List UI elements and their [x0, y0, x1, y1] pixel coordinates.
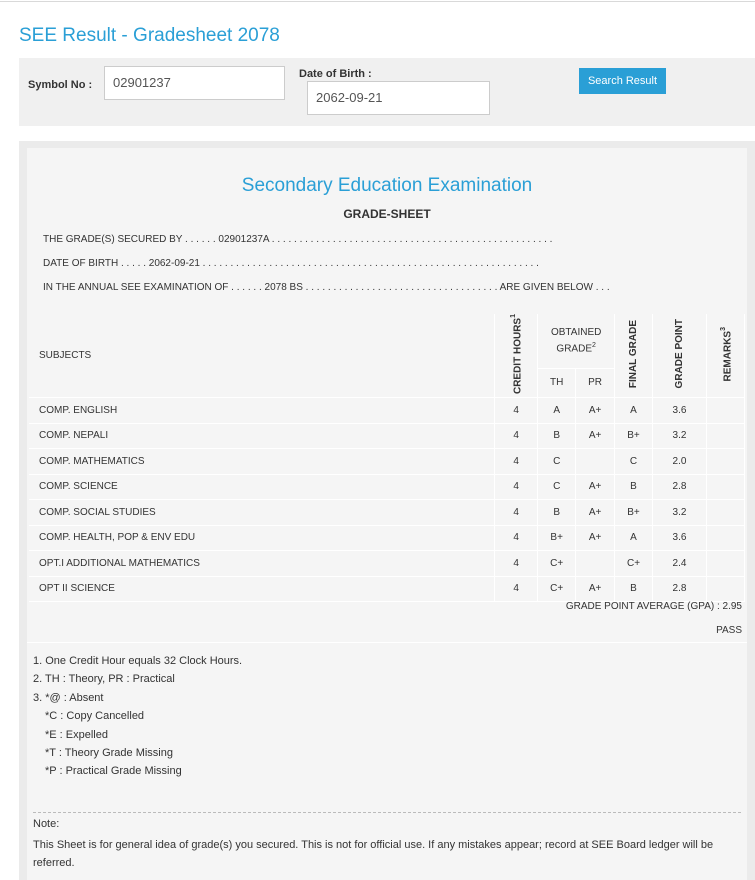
th-grade-cell: A: [538, 398, 576, 424]
grade-point-cell: 3.6: [652, 525, 706, 551]
exam-title: Secondary Education Examination: [241, 175, 533, 196]
credit-cell: 4: [494, 576, 537, 602]
credit-cell: 4: [494, 500, 537, 526]
header-final-grade: FINAL GRADE: [615, 314, 653, 398]
header-obtained-grade: OBTAINED GRADE$^2$: [538, 314, 615, 368]
table-header-row: [29, 314, 745, 368]
grade-point-cell: 3.6: [652, 398, 706, 424]
footnote: *E : Expelled: [45, 728, 108, 741]
subject-cell: COMP. MATHEMATICS: [29, 449, 494, 475]
remarks-cell: [707, 525, 745, 551]
grade-point-cell: 2.0: [652, 449, 706, 475]
final-grade-cell: A: [615, 525, 653, 551]
remarks-cell: [707, 474, 745, 500]
pr-grade-cell: A+: [576, 500, 615, 526]
subject-cell: COMP. ENGLISH: [29, 398, 494, 424]
gpa-text: GRADE POINT AVERAGE (GPA) : 2.95: [565, 601, 742, 612]
th-grade-cell: B: [538, 423, 576, 449]
credit-cell: 4: [494, 474, 537, 500]
header-subjects: SUBJECTS: [29, 314, 494, 398]
dob-line: DATE OF BIRTH . . . . . 2062-09-21 . . . . . . . . . . . . . . . . . . . . . . . . . . . . . . . . . . . . . . . . . . . . . . . . . . . . . . . . . . . . .: [43, 258, 539, 269]
footnote: *T : Theory Grade Missing: [45, 747, 173, 760]
credit-cell: 4: [494, 423, 537, 449]
subject-cell: COMP. NEPALI: [29, 423, 494, 449]
symbol-label: Symbol No :: [28, 79, 93, 91]
pr-grade-cell: A+: [576, 474, 615, 500]
header-grade-point: GRADE POINT: [652, 314, 706, 398]
subject-cell: COMP. HEALTH, POP & ENV EDU: [29, 525, 494, 551]
page-title: SEE Result - Gradesheet 2078: [19, 25, 280, 46]
pr-grade-cell: A+: [576, 576, 615, 602]
pr-grade-cell: [576, 551, 615, 577]
footnote: *P : Practical Grade Missing: [45, 765, 182, 778]
symbol-input[interactable]: 02901237: [104, 66, 285, 100]
pr-grade-cell: A+: [576, 423, 615, 449]
gradesheet-title: GRADE-SHEET: [343, 207, 431, 221]
result-status: PASS: [716, 625, 742, 636]
dashed-divider: [33, 812, 741, 813]
table-row: [29, 576, 745, 602]
final-grade-cell: B: [615, 576, 653, 602]
top-divider: [0, 1, 755, 2]
table-row: [29, 525, 745, 551]
footnote: 3. *@ : Absent: [33, 691, 104, 704]
table-row: [29, 449, 745, 475]
remarks-cell: [707, 398, 745, 424]
footnotes: [33, 652, 242, 781]
header-remarks: REMARKS$^3$: [707, 314, 745, 398]
gradesheet-container: [19, 141, 755, 880]
final-grade-cell: B+: [615, 423, 653, 449]
divider: [27, 642, 747, 643]
grade-point-cell: 2.8: [652, 474, 706, 500]
th-grade-cell: C+: [538, 551, 576, 577]
table-row: [29, 551, 745, 577]
th-grade-cell: B: [538, 500, 576, 526]
exam-line: IN THE ANNUAL SEE EXAMINATION OF . . . . . . 2078 BS . . . . . . . . . . . . . . . . . . . . . . . . . . . . . . . . . . . ARE GIVEN BELOW . . .: [43, 282, 610, 293]
subject-cell: OPT II SCIENCE: [29, 576, 494, 602]
table-row: [29, 398, 745, 424]
remarks-cell: [707, 551, 745, 577]
gradesheet: [27, 148, 747, 880]
credit-cell: 4: [494, 525, 537, 551]
th-grade-cell: C+: [538, 576, 576, 602]
note-heading: Note:: [33, 818, 60, 830]
subject-cell: OPT.I ADDITIONAL MATHEMATICS: [29, 551, 494, 577]
table-row: [29, 500, 745, 526]
secured-by-line: THE GRADE(S) SECURED BY . . . . . . 02901237A . . . . . . . . . . . . . . . . . . . . . . . . . . . . . . . . . . . . . . . . . . . . . . . . . . .: [43, 234, 553, 245]
dob-label: Date of Birth :: [299, 68, 372, 80]
th-grade-cell: C: [538, 449, 576, 475]
grade-point-cell: 2.4: [652, 551, 706, 577]
credit-cell: 4: [494, 398, 537, 424]
remarks-cell: [707, 500, 745, 526]
th-grade-cell: C: [538, 474, 576, 500]
subject-cell: COMP. SCIENCE: [29, 474, 494, 500]
table-row: [29, 474, 745, 500]
grade-point-cell: 2.8: [652, 576, 706, 602]
subject-cell: COMP. SOCIAL STUDIES: [29, 500, 494, 526]
grade-point-cell: 3.2: [652, 423, 706, 449]
remarks-cell: [707, 576, 745, 602]
grades-table: [29, 314, 745, 602]
final-grade-cell: B: [615, 474, 653, 500]
table-row: [29, 423, 745, 449]
dob-input[interactable]: 2062-09-21: [307, 81, 490, 115]
remarks-cell: [707, 449, 745, 475]
th-grade-cell: B+: [538, 525, 576, 551]
footnote: 2. TH : Theory, PR : Practical: [33, 673, 175, 686]
header-th: TH: [538, 368, 576, 397]
credit-cell: 4: [494, 449, 537, 475]
pr-grade-cell: [576, 449, 615, 475]
search-result-button[interactable]: Search Result: [579, 68, 666, 94]
grade-point-cell: 3.2: [652, 500, 706, 526]
credit-cell: 4: [494, 551, 537, 577]
remarks-cell: [707, 423, 745, 449]
header-pr: PR: [576, 368, 615, 397]
pr-grade-cell: A+: [576, 525, 615, 551]
footnote: 1. One Credit Hour equals 32 Clock Hours.: [33, 655, 243, 667]
pr-grade-cell: A+: [576, 398, 615, 424]
final-grade-cell: A: [615, 398, 653, 424]
search-form: [19, 58, 755, 126]
note-text: This Sheet is for general idea of grade(s) you secured. This is not for official use. If any mistakes appear; record at SEE Board ledger will be referred.: [33, 839, 714, 869]
footnote: *C : Copy Cancelled: [45, 710, 145, 723]
header-credit-hours: CREDIT HOURS$^1$: [494, 314, 537, 398]
final-grade-cell: B+: [615, 500, 653, 526]
final-grade-cell: C+: [615, 551, 653, 577]
final-grade-cell: C: [615, 449, 653, 475]
